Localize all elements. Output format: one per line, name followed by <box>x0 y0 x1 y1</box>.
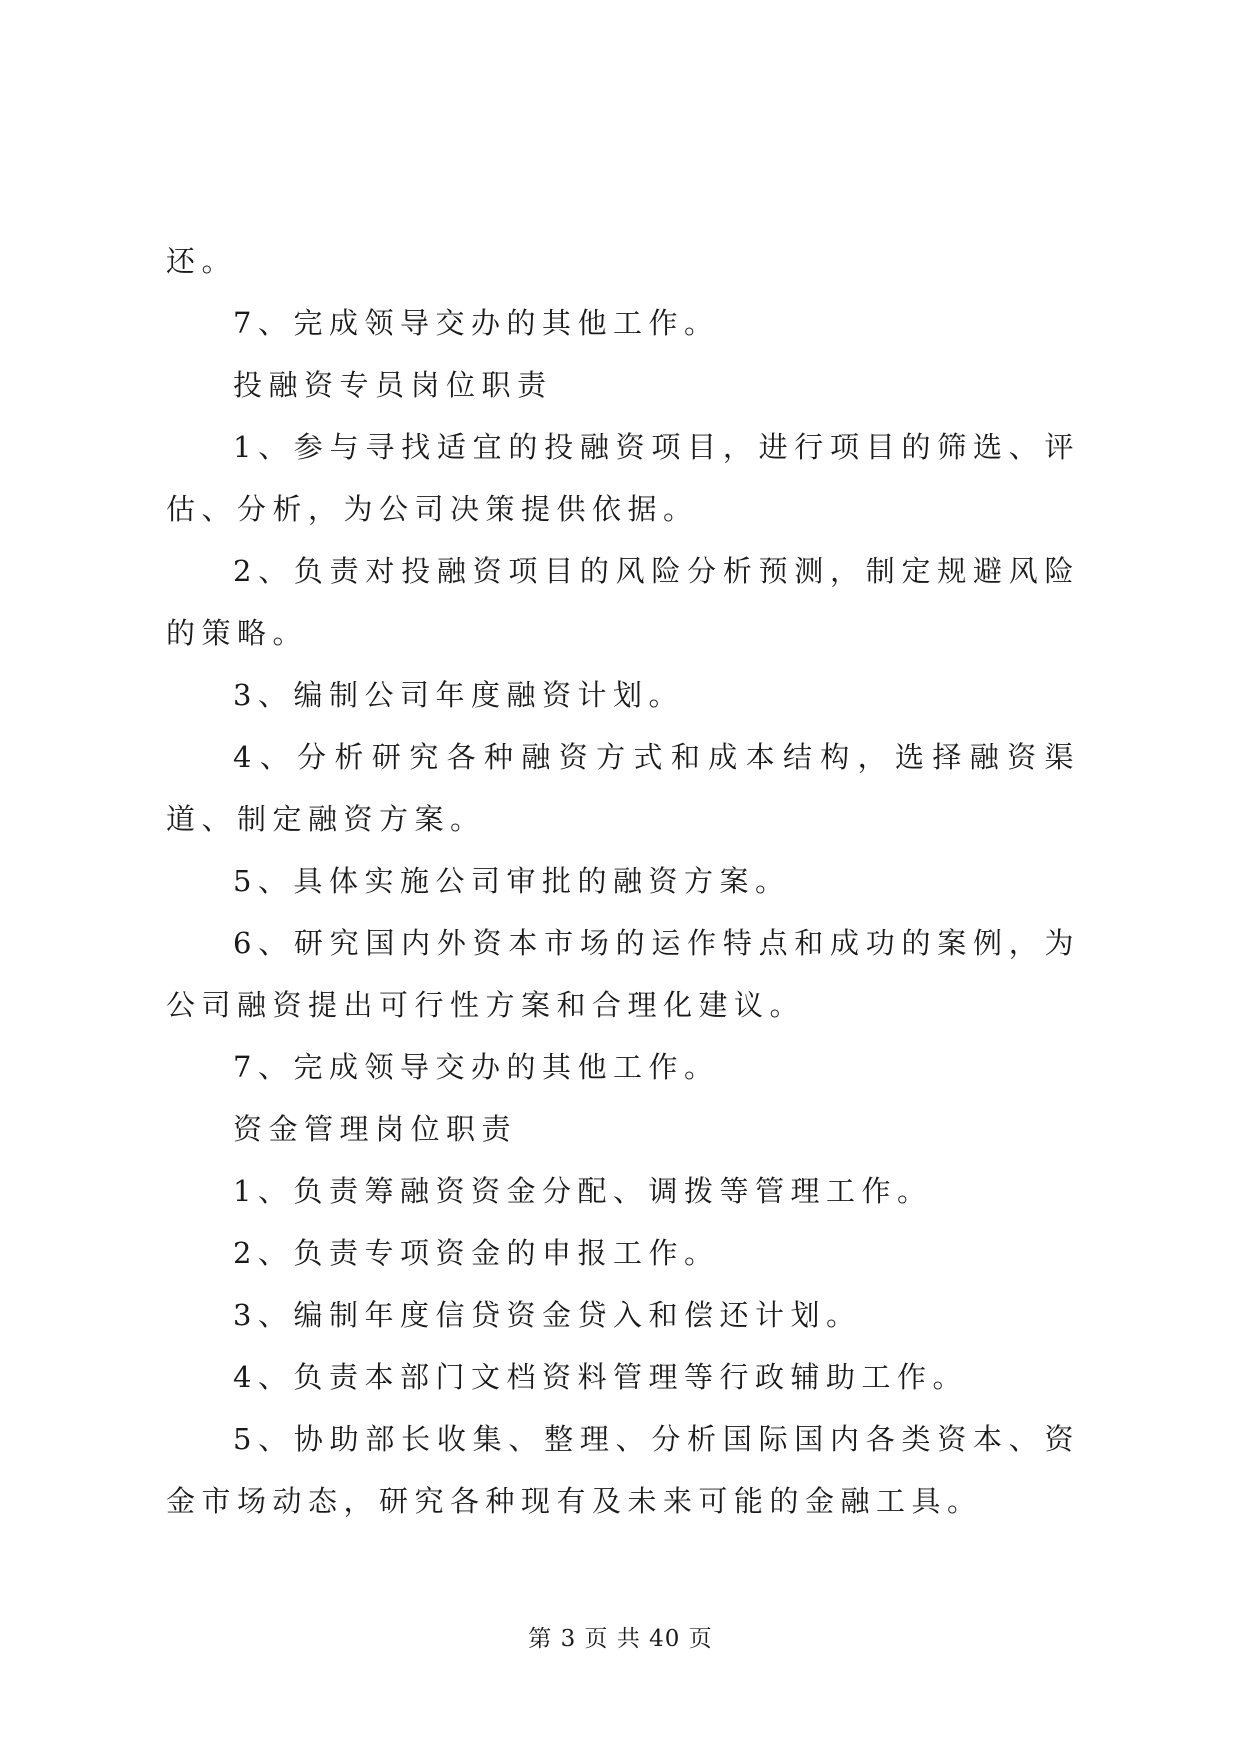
list-item: 5、协助部长收集、整理、分析国际国内各类资本、资金市场动态，研究各种现有及未来可能的金融工具。 <box>166 1422 1080 1518</box>
section-heading: 资金管理岗位职责 <box>233 1112 518 1146</box>
list-item: 2、负责对投融资项目的风险分析预测，制定规避风险的策略。 <box>166 554 1080 650</box>
list-item: 2、负责专项资金的申报工作。 <box>233 1236 720 1270</box>
list-item: 1、参与寻找适宜的投融资项目，进行项目的筛选、评估、分析，为公司决策提供依据。 <box>166 430 1080 526</box>
page-footer <box>0 1620 1241 1653</box>
list-item: 7、完成领导交办的其他工作。 <box>233 1050 720 1084</box>
list-item: 7、完成领导交办的其他工作。 <box>233 306 720 340</box>
paragraph-continuation: 还。 <box>166 244 238 278</box>
document-body <box>166 230 1080 1532</box>
list-item: 3、编制公司年度融资计划。 <box>233 678 684 712</box>
list-item: 6、研究国内外资本市场的运作特点和成功的案例，为公司融资提出可行性方案和合理化建议。 <box>166 926 1080 1022</box>
list-item: 1、负责筹融资资金分配、调拨等管理工作。 <box>233 1174 933 1208</box>
list-item: 4、分析研究各种融资方式和成本结构，选择融资渠道、制定融资方案。 <box>166 740 1080 836</box>
page-number: 第 3 页 共 40 页 <box>528 1626 713 1652</box>
list-item: 5、具体实施公司审批的融资方案。 <box>233 864 791 898</box>
list-item: 3、编制年度信贷资金贷入和偿还计划。 <box>233 1298 862 1332</box>
list-item: 4、负责本部门文档资料管理等行政辅助工作。 <box>233 1360 968 1394</box>
section-heading: 投融资专员岗位职责 <box>233 368 553 402</box>
